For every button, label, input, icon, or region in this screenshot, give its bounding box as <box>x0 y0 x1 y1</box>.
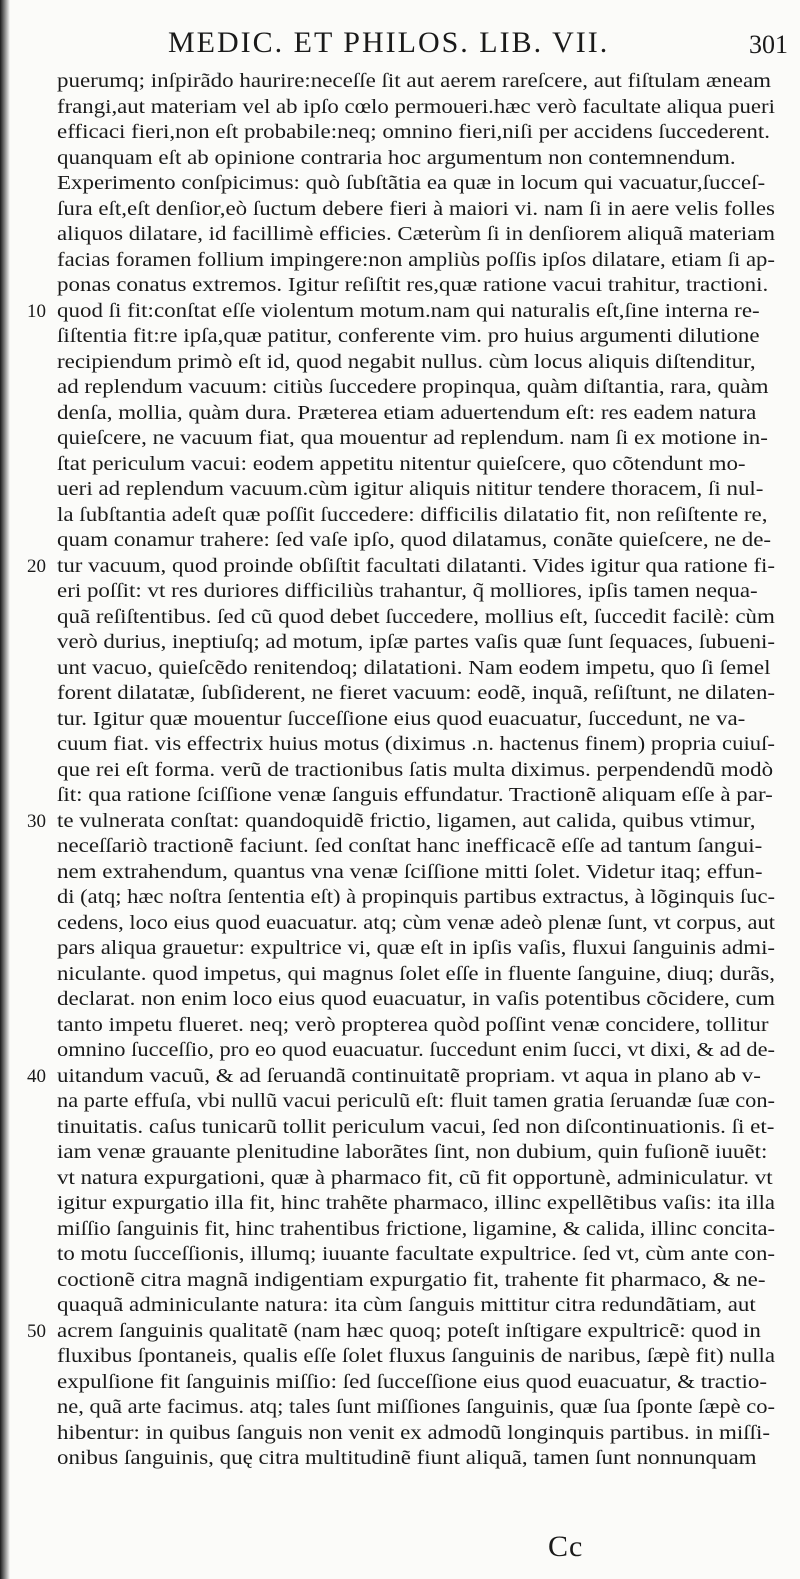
text-line <box>57 758 775 784</box>
line-text: que rei eſt forma. verũ de tractionibus ſatis multa diximus. perpendendũ modò <box>57 758 774 781</box>
text-line <box>57 350 775 376</box>
line-text: ſit: qua ratione ſciſſione venæ ſanguis effundatur. Tractionẽ aliquam eſſe à par- <box>57 784 773 806</box>
line-text: frangi,aut materiam vel ab ipſo cœlo permoueri.hæc verò facultate aliqua pueri <box>57 95 775 118</box>
text-line <box>57 95 775 121</box>
line-text: quod ſi fit:conſtat eſſe violentum motum.nam qui naturalis eſt,ſine interna re- <box>57 299 760 322</box>
line-text: ad replendum vacuum: citiùs ſuccedere propinqua, quàm diſtantia, rara, quàm <box>57 376 769 398</box>
text-line <box>57 324 775 350</box>
line-text: quaquã adminiculante natura: ita cùm ſanguis mittitur citra redundãtiam, aut <box>57 1294 756 1316</box>
text-line <box>57 248 775 274</box>
text-line <box>57 732 775 758</box>
gutter-shadow <box>0 0 10 1579</box>
text-line <box>27 1064 775 1090</box>
line-text: di (atq; hæc noſtra ſententia eſt) à propinquis partibus extractus, à lõginquis ſuc- <box>57 886 775 908</box>
line-text: niculante. quod impetus, qui magnus ſolet eſſe in fluente ſanguine, diuq; durãs, <box>57 962 775 985</box>
line-text: omnino ſucceſſio, pro eo quod euacuatur. ſuccedunt enim ſucci, vt dixi, & ad de- <box>57 1039 776 1061</box>
line-text: Experimento conſpicimus: quò ſubſtãtia ea quæ in locum qui vacuatur,ſucceſ- <box>57 172 766 194</box>
margin-line-number: 50 <box>27 1320 46 1342</box>
text-line <box>57 1446 775 1472</box>
line-text: cuum fiat. vis effectrix huius motus (diximus .n. hactenus finem) propria cuiuſ- <box>57 733 775 755</box>
text-line <box>57 273 775 299</box>
line-text: tur vacuum, quod proinde obſiſtit facultati dilatanti. Vides igitur qua ratione fi- <box>57 554 775 577</box>
text-line <box>57 401 775 427</box>
line-text: coctionẽ citra magnã indigentiam expurgatio fit, trahente fit pharmaco, & ne- <box>57 1268 766 1291</box>
text-line <box>57 1370 775 1396</box>
text-line <box>57 579 775 605</box>
line-text: puerumq; inſpirãdo haurire:neceſſe ſit aut aerem rareſcere, aut fiſtulam æneam <box>57 70 771 92</box>
margin-line-number: 40 <box>27 1065 46 1087</box>
text-line <box>57 1140 775 1166</box>
line-text: tur. Igitur quæ mouentur ſucceſſione eius quod euacuatur, ſuccedunt, ne va- <box>57 707 746 730</box>
text-line <box>57 452 775 478</box>
text-line <box>57 222 775 248</box>
line-text: ſura eſt,eſt denſior,eò ſuctum debere fieri à maiori vi. nam ſi in aere velis folles <box>57 197 775 220</box>
line-text: tanto impetu flueret. neq; verò propterea quòd poſſint venæ concidere, tollitur <box>57 1013 769 1036</box>
line-text: unt vacuo, quieſcẽdo renitendoq; dilatationi. Nam eodem impetu, quo ſi ſemel <box>57 656 771 679</box>
line-text: ueri ad replendum vacuum.cùm igitur aliquis nititur tendere thoracem, ſi nul- <box>57 478 764 500</box>
line-text: neceſſariò tractionẽ faciunt. ſed conſtat hanc inefficacẽ eſſe ad tantum ſangui- <box>57 835 763 857</box>
line-text: onibus ſanguinis, quę citra multitudinẽ fiunt aliquã, tamen ſunt nonnunquam <box>57 1447 757 1469</box>
text-line <box>57 962 775 988</box>
text-line <box>57 681 775 707</box>
page-header <box>0 26 800 60</box>
line-text: cedens, loco eius quod euacuatur. atq; cùm venæ adeò plenæ ſunt, vt corpus, aut <box>57 911 775 934</box>
text-line <box>27 1319 775 1345</box>
line-text: nem extrahendum, quantus vna venæ ſciſſione mitti ſolet. Videtur itaq; effun- <box>57 860 763 883</box>
line-text: hibentur: in quibus ſanguis non venit ex admodũ longinquis partibus. in miſſi- <box>57 1421 770 1444</box>
text-line <box>57 707 775 733</box>
margin-line-number: 10 <box>27 300 46 322</box>
text-line <box>57 197 775 223</box>
text-line <box>57 834 775 860</box>
line-text: ſtat periculum vacui: eodem appetitu nitentur quieſcere, quo cõtendunt mo- <box>57 452 746 475</box>
line-text: quanquam eſt ab opinione contraria hoc argumentum non contemnendum. <box>57 146 736 169</box>
text-line <box>57 171 775 197</box>
text-line <box>57 1115 775 1141</box>
line-text: te vulnerata conſtat: quandoquidẽ frictio, ligamen, aut calida, quibus vtimur, <box>57 809 756 832</box>
text-line <box>57 1013 775 1039</box>
text-line <box>57 528 775 554</box>
line-text: quam conamur trahere: ſed vaſe ipſo, quod dilatamus, conãte quieſcere, ne de- <box>57 529 772 551</box>
line-text: recipiendum primò eſt id, quod negabit nullus. cùm locus aliquis diſtenditur, <box>57 350 756 373</box>
text-line <box>57 503 775 529</box>
text-line <box>57 783 775 809</box>
line-text: to motu ſucceſſionis, illumq; iuuante facultate expultrice. ſed vt, cùm ante con- <box>57 1243 776 1265</box>
text-line <box>57 1191 775 1217</box>
text-line <box>57 987 775 1013</box>
line-text: ponas conatus extremos. Igitur reſiſtit res,quæ ratione vacui trahitur, tractioni. <box>57 274 769 296</box>
margin-line-number: 20 <box>27 555 46 577</box>
text-line <box>57 146 775 172</box>
text-line <box>57 656 775 682</box>
line-text: verò durius, ineptiuſq; ad motum, ipſæ partes vaſis quæ ſunt ſequaces, ſubueni- <box>57 631 776 653</box>
line-text: forent dilatatæ, ſubſiderent, ne fieret vacuum: eodẽ, inquã, reſiſtunt, ne dilaten- <box>57 682 775 704</box>
line-text: expulſione fit ſanguinis miſſio: ſed ſucceſſione eius quod euacuatur, & tractio- <box>57 1370 768 1393</box>
signature-mark: Cc <box>548 1530 584 1563</box>
line-text: pars aliqua grauetur: expultrice vi, quæ eſt in ipſis vaſis, fluxui ſanguinis admi- <box>57 937 776 959</box>
line-text: igitur expurgatio illa fit, hinc trahẽte pharmaco, illinc expellẽtibus vaſis: ita illa <box>57 1192 776 1214</box>
line-text: ne, quã arte facimus. atq; tales ſunt miſſiones ſanguinis, quæ ſua ſponte ſæpè co- <box>57 1396 776 1418</box>
text-block <box>27 69 776 1472</box>
text-line <box>57 1217 775 1243</box>
line-text: acrem ſanguinis qualitatẽ (nam hæc quoq; poteſt inſtigare expultricẽ: quod in <box>57 1319 761 1342</box>
line-text: denſa, mollia, quàm dura. Præterea etiam aduertendum eſt: res eadem natura <box>57 401 757 424</box>
line-text: uitandum vacuũ, & ad ſeruandã continuitatẽ propriam. vt aqua in plano ab v- <box>57 1064 761 1087</box>
text-line <box>57 426 775 452</box>
text-line <box>57 120 775 146</box>
line-text: quã reſiſtentibus. ſed cũ quod debet ſuccedere, mollius eſt, ſuccedit facilè: cùm <box>57 605 775 628</box>
text-line <box>57 1293 775 1319</box>
text-line <box>57 1166 775 1192</box>
line-text: eri poſſit: vt res duriores difficiliùs trahantur, q̃ molliores, ipſis tamen nequa- <box>57 580 758 602</box>
line-text: na parte effuſa, vbi nullũ vacui periculũ eſt: fluit tamen gratia ſeruandæ ſuæ con- <box>57 1090 775 1112</box>
line-text: miſſio ſanguinis fit, hinc trahentibus frictione, ligamine, & calida, illinc concita- <box>57 1217 776 1240</box>
text-line <box>57 477 775 503</box>
text-line <box>57 1242 775 1268</box>
text-line <box>57 1421 775 1447</box>
text-line <box>57 1089 775 1115</box>
text-line <box>57 605 775 631</box>
text-line <box>57 936 775 962</box>
line-text: ſiſtentia fit:re ipſa,quæ patitur, conferente vim. pro huius argumenti dilutione <box>57 325 760 347</box>
text-line <box>57 1038 775 1064</box>
text-line <box>57 1344 775 1370</box>
line-text: la ſubſtantia adeſt quæ poſſit ſuccedere: difficilis dilatatio fit, non reſiſtente re, <box>57 503 768 526</box>
text-line <box>57 630 775 656</box>
line-text: aliquos dilatare, id facillimè efficies. Cæterùm ſi in denſiorem aliquã materiam <box>57 223 776 245</box>
text-line <box>57 911 775 937</box>
page-number: 301 <box>749 30 788 59</box>
text-line <box>27 554 775 580</box>
line-text: efficaci fieri,non eſt probabile:neq; omnino fieri,niſi per accidens ſuccederent. <box>57 121 770 143</box>
line-text: facias foramen follium impingere:non ampliùs poſſis ipſos dilatare, etiam ſi ap- <box>57 248 775 271</box>
text-line <box>57 860 775 886</box>
text-line <box>57 69 775 95</box>
text-line <box>57 375 775 401</box>
text-line <box>57 1268 775 1294</box>
text-line <box>27 299 775 325</box>
line-text: declarat. non enim loco eius quod euacuatur, in vaſis potentibus cõcidere, cum <box>57 988 776 1010</box>
text-line <box>57 885 775 911</box>
running-title: MEDIC. ET PHILOS. LIB. VII. <box>168 26 610 59</box>
line-text: tinuitatis. caſus tunicarũ tollit periculum vacui, ſed non diſcontinuationis. ſi et- <box>57 1115 775 1138</box>
line-text: quieſcere, ne vacuum fiat, qua mouentur ad replendum. nam ſi ex motione in- <box>57 427 768 449</box>
text-line <box>27 809 775 835</box>
line-text: vt natura expurgationi, quæ à pharmaco fit, cũ fit opportunè, adminiculatur. vt <box>57 1166 773 1189</box>
line-text: fluxibus ſpontaneis, qualis eſſe ſolet fluxus ſanguinis de naribus, ſæpè fit) nulla <box>57 1345 776 1367</box>
margin-line-number: 30 <box>27 810 46 832</box>
line-text: iam venæ grauante plenitudine laborãtes ſint, non dubium, quin fuſionẽ iuuẽt: <box>57 1141 768 1163</box>
text-line <box>57 1395 775 1421</box>
